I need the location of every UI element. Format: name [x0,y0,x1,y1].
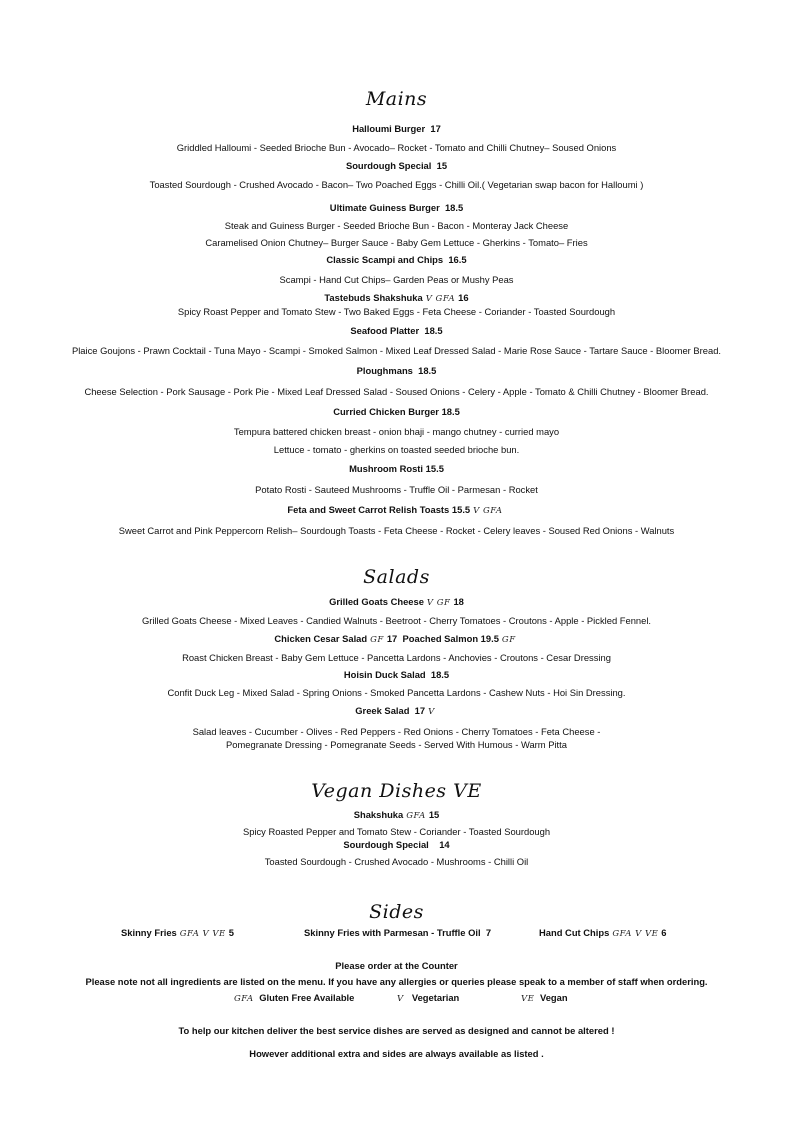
dish-description: Roast Chicken Breast - Baby Gem Lettuce - Pancetta Lardons - Anchovies - Croutons - Cesar Dressing [182,652,611,663]
dish-title: Classic Scampi and Chips 16.5 [326,254,467,265]
dish-description: Toasted Sourdough - Crushed Avocado - Bacon– Two Poached Eggs - Chilli Oil.( Vegetarian swap bacon for Halloumi ) [149,179,644,190]
dish-title: Halloumi Burger 17 [352,123,441,134]
dish-title: Grilled Goats Cheese V GF 18 [329,596,464,608]
dish-description: Toasted Sourdough - Crushed Avocado - Mushrooms - Chilli Oil [264,856,529,867]
legend-v: V Vegetarian [397,992,460,1004]
dish-title: Curried Chicken Burger 18.5 [333,406,460,417]
diet-tags: GF [370,635,384,645]
dish-description: Caramelised Onion Chutney– Burger Sauce - Baby Gem Lettuce - Gherkins - Tomato– Fries [205,237,588,248]
dish-title: Ploughmans 18.5 [356,365,437,376]
section-title-vegan: Vegan Dishes VE [311,780,482,802]
dish-title: Chicken Cesar Salad GF 17 Poached Salmon 19.5 GF [274,633,516,645]
dish-title: Greek Salad 17 V [355,705,435,717]
dish-description: Steak and Guiness Burger - Seeded Brioche Bun - Bacon - Monteray Jack Cheese [224,220,569,231]
side-item: Skinny Fries GFA V VE 5 [121,927,234,939]
dish-title: Ultimate Guiness Burger 18.5 [329,202,464,213]
diet-tags: GFA V VE [612,929,659,939]
diet-tags: GFA [406,811,426,821]
diet-tags: GF [501,635,516,645]
side-item: Hand Cut Chips GFA V VE 6 [539,927,667,939]
dish-description: Lettuce - tomato - gherkins on toasted seeded brioche bun. [273,444,520,455]
dish-title: Mushroom Rosti 15.5 [349,463,444,474]
legend-gfa: GFA Gluten Free Available [234,992,355,1004]
dish-description: Scampi - Hand Cut Chips– Garden Peas or Mushy Peas [279,274,514,285]
diet-tags: V GFA [473,506,503,516]
diet-tags: V [428,707,435,717]
dish-description: Sweet Carrot and Pink Peppercorn Relish– Sourdough Toasts - Feta Cheese - Rocket - Celery leaves - Soused Red Onions - Walnuts [118,525,675,536]
dish-title: Sourdough Special 15 [345,160,448,171]
dish-description: Pomegranate Dressing - Pomegranate Seeds - Served With Humous - Warm Pitta [226,739,567,750]
section-title-salads: Salads [363,566,430,588]
dish-description: Salad leaves - Cucumber - Olives - Red Peppers - Red Onions - Cherry Tomatoes - Feta Cheese - [192,726,601,737]
section-title-mains: Mains [365,88,428,110]
dish-description: Grilled Goats Cheese - Mixed Leaves - Candied Walnuts - Beetroot - Cherry Tomatoes - Croutons - Apple - Pickled Fennel. [141,615,652,626]
dish-description: Plaice Goujons - Prawn Cocktail - Tuna Mayo - Scampi - Smoked Salmon - Mixed Leaf Dressed Salad - Marie Rose Sauce - Tartare Sauce - Bloomer Bread. [71,345,722,356]
dish-title: Shakshuka GFA 15 [353,809,440,821]
section-title-sides: Sides [369,901,424,923]
dish-title: Feta and Sweet Carrot Relish Toasts 15.5 V GFA [287,504,503,516]
dish-description: Spicy Roasted Pepper and Tomato Stew - Coriander - Toasted Sourdough [242,826,551,837]
diet-tags: V GF [426,598,451,608]
dish-description: Spicy Roast Pepper and Tomato Stew - Two Baked Eggs - Feta Cheese - Coriander - Toasted Sourdough [177,306,616,317]
diet-tags: V GFA [425,294,456,304]
extras-note: However additional extra and sides are always available as listed . [249,1048,544,1059]
order-note: Please order at the Counter [335,960,458,971]
dish-title: Sourdough Special 14 [343,839,450,850]
dish-title: Tastebuds Shakshuka V GFA 16 [324,292,469,304]
allergy-note: Please note not all ingredients are listed on the menu. If you have any allergies or queries please speak to a member of staff when ordering. [85,976,708,987]
dish-description: Confit Duck Leg - Mixed Salad - Spring Onions - Smoked Pancetta Lardons - Cashew Nuts - Hoi Sin Dressing. [167,687,626,698]
dish-title: Seafood Platter 18.5 [350,325,443,336]
side-item: Skinny Fries with Parmesan - Truffle Oil 7 [304,927,492,938]
diet-tags: GFA V VE [179,929,226,939]
dish-description: Cheese Selection - Pork Sausage - Pork Pie - Mixed Leaf Dressed Salad - Soused Onions - Celery - Apple - Tomato & Chilli Chutney - Bloomer Bread. [84,386,709,397]
dish-description: Griddled Halloumi - Seeded Brioche Bun - Avocado– Rocket - Tomato and Chilli Chutney– Soused Onions [176,142,617,153]
dish-description: Potato Rosti - Sauteed Mushrooms - Truffle Oil - Parmesan - Rocket [255,484,538,495]
dish-title: Hoisin Duck Salad 18.5 [343,669,450,680]
legend-ve: VE Vegan [521,992,568,1004]
dish-description: Tempura battered chicken breast - onion bhaji - mango chutney - curried mayo [233,426,560,437]
kitchen-note: To help our kitchen deliver the best service dishes are served as designed and cannot be altered ! [178,1025,615,1036]
